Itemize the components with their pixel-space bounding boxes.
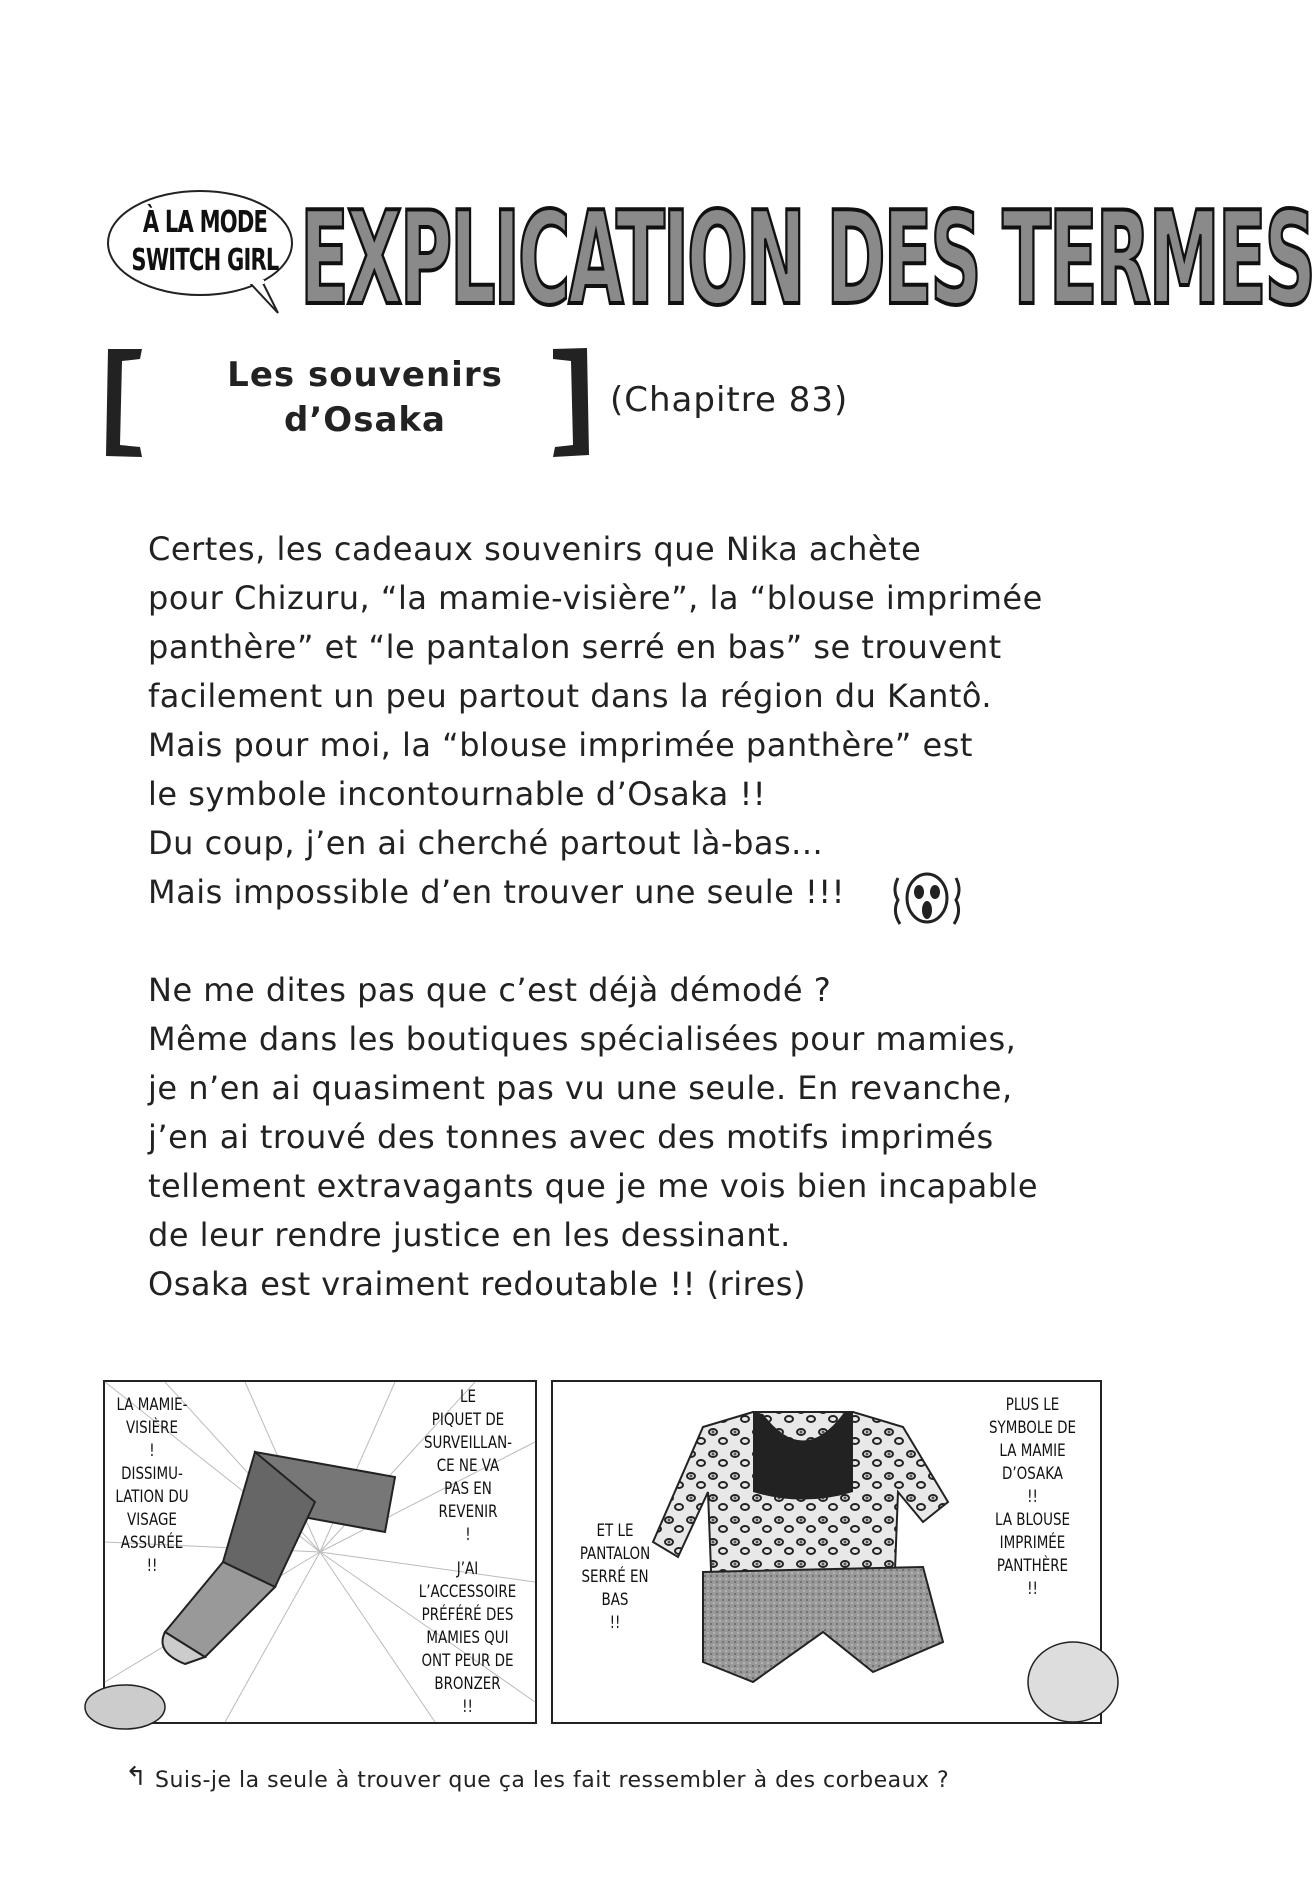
paragraph-1-line: facilement un peu partout dans la région du Kantô. — [148, 677, 993, 715]
paragraph-2-line: tellement extravagants que je me vois bien incapable — [148, 1167, 1039, 1205]
corner-arrow-icon: ↰ — [125, 1762, 147, 1792]
caption-line: BRONZER — [434, 1674, 501, 1694]
caption-line: PLUS LE — [1005, 1395, 1060, 1415]
caption-line: !! — [462, 1697, 473, 1717]
term-heading — [100, 345, 920, 465]
paragraph-2-line: Ne me dites pas que c’est déjà démodé ? — [148, 971, 832, 1009]
caption-line: LE — [459, 1387, 477, 1407]
panel-left-caption-a — [104, 1394, 201, 1578]
term-title-line-2: d’Osaka — [284, 400, 446, 440]
paragraph-1-line: pour Chizuru, “la mamie-visière”, la “blouse imprimée — [148, 579, 1043, 617]
paragraph-2-line: Même dans les boutiques spécialisées pour mamies, — [148, 1020, 1017, 1058]
footer-caption — [125, 1762, 1025, 1802]
panel-right-caption-a — [571, 1520, 659, 1635]
title-speech-bubble — [100, 185, 310, 320]
paragraph-1-line: Certes, les cadeaux souvenirs que Nika achète — [148, 530, 922, 568]
paragraph-1-line: panthère” et “le pantalon serré en bas” se trouvent — [148, 628, 1002, 666]
paragraph-2-line: de leur rendre justice en les dessinant. — [148, 1216, 791, 1254]
caption-line: LATION DU — [115, 1487, 189, 1507]
panel-left-caption-b — [411, 1386, 525, 1547]
caption-line: LA BLOUSE — [994, 1510, 1070, 1530]
caption-line: CE NE VA — [436, 1456, 500, 1476]
caption-line: MAMIES QUI — [426, 1628, 509, 1648]
caption-line: PANTALON — [579, 1544, 651, 1564]
caption-line: ASSURÉE — [120, 1533, 184, 1553]
panel-left-caption-c — [404, 1558, 532, 1719]
caption-line: PRÉFÉRÉ DES — [421, 1605, 514, 1625]
page-title — [300, 185, 1314, 334]
page-title-text: EXPLICATION DES TERMES — [300, 185, 1314, 334]
paragraph-1-line: le symbole incontournable d’Osaka !! — [148, 775, 767, 813]
bubble-line-2: SWITCH GIRL — [131, 243, 279, 278]
paragraph-1-line: Du coup, j’en ai cherché partout là-bas... — [148, 824, 824, 862]
caption-line: PANTHÈRE — [996, 1556, 1069, 1576]
right-bracket-icon — [545, 345, 595, 460]
bubble-line-1: À LA MODE — [142, 205, 268, 240]
caption-line: BAS — [601, 1590, 629, 1610]
caption-line: PIQUET DE — [431, 1410, 505, 1430]
paragraph-1-line: Mais pour moi, la “blouse imprimée panthère” est — [148, 726, 973, 764]
caption-line: ET LE — [596, 1521, 634, 1541]
caption-line: ! — [149, 1441, 155, 1461]
caption-line: ! — [465, 1525, 471, 1545]
caption-line: L’ACCESSOIRE — [418, 1582, 517, 1602]
caption-line: !! — [1027, 1579, 1038, 1599]
term-title-line-1: Les souvenirs — [227, 355, 503, 395]
panel-right-caption-b — [973, 1394, 1092, 1601]
caption-line: ONT PEUR DE — [421, 1651, 514, 1671]
caption-line: LA MAMIE — [999, 1441, 1066, 1461]
caption-line: DISSIMU- — [121, 1464, 183, 1484]
caption-line: REVENIR — [438, 1502, 498, 1522]
caption-line: SYMBOLE DE — [988, 1418, 1077, 1438]
comic-panel-right — [551, 1380, 1102, 1724]
caption-line: SURVEILLAN- — [423, 1433, 513, 1453]
caption-line: !! — [609, 1613, 621, 1633]
caption-line: PAS EN — [444, 1479, 492, 1499]
screaming-face-icon — [888, 868, 968, 932]
paragraph-2-line: je n’en ai quasiment pas vu une seule. En revanche, — [148, 1069, 1013, 1107]
caption-line: IMPRIMÉE — [999, 1533, 1066, 1553]
paragraph-1-line: Mais impossible d’en trouver une seule !!! — [148, 873, 845, 911]
caption-line: VISAGE — [127, 1510, 177, 1530]
paragraph-2-line: Osaka est vraiment redoutable !! (rires) — [148, 1265, 806, 1303]
caption-line: !! — [1027, 1487, 1038, 1507]
comic-panel-left — [103, 1380, 537, 1724]
caption-line: SERRÉ EN — [581, 1567, 649, 1587]
left-bracket-icon — [100, 345, 150, 460]
caption-line: J’AI — [456, 1559, 479, 1579]
caption-line: !! — [146, 1556, 158, 1576]
caption-line: LA MAMIE- — [116, 1395, 188, 1415]
paragraph-2-line: j’en ai trouvé des tonnes avec des motifs imprimés — [148, 1118, 994, 1156]
term-chapter: (Chapitre 83) — [610, 380, 849, 420]
caption-line: D’OSAKA — [1001, 1464, 1064, 1484]
caption-line: VISIÈRE — [125, 1418, 179, 1438]
footer-caption-text: Suis-je la seule à trouver que ça les fait ressembler à des corbeaux ? — [155, 1768, 950, 1793]
